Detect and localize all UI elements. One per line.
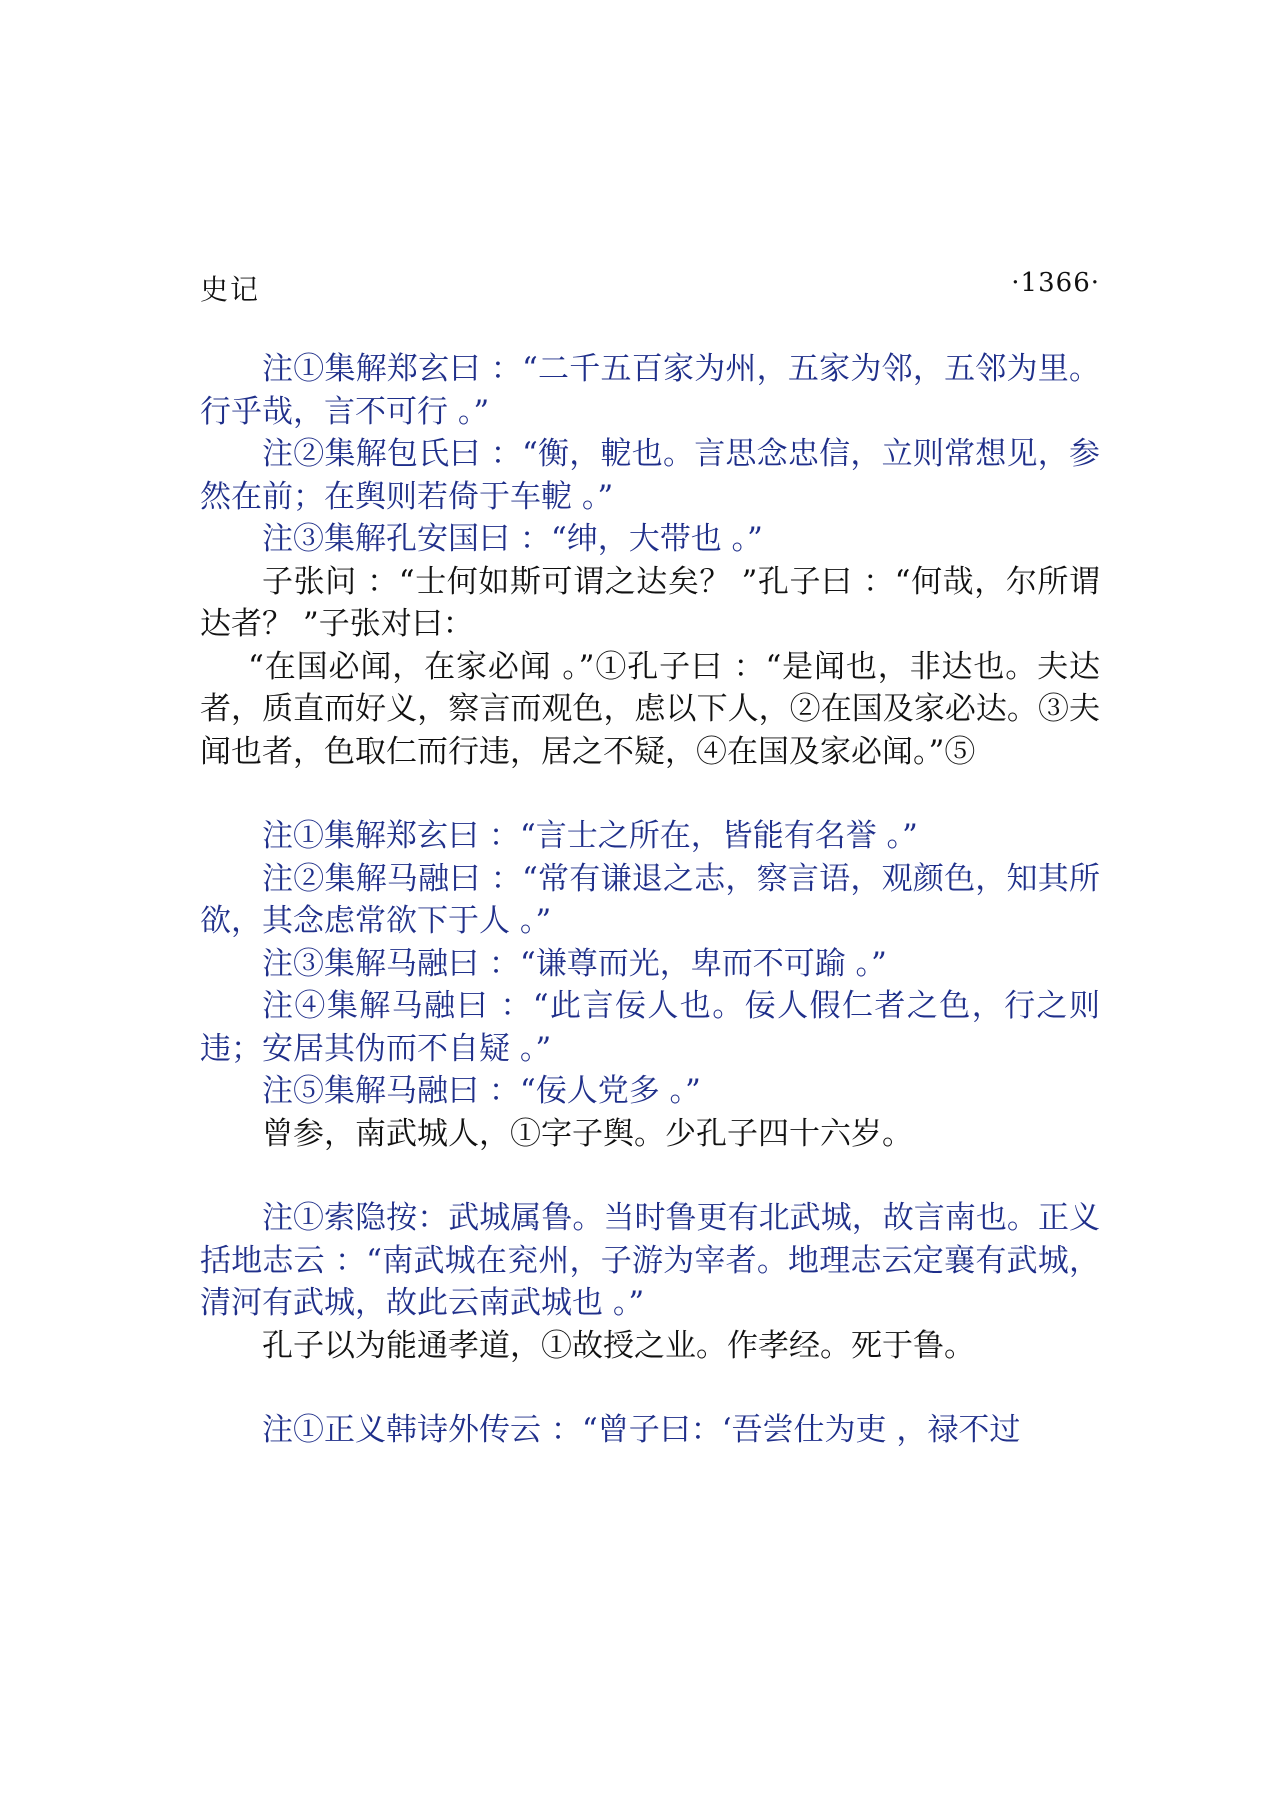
text-paragraph: 曾参，南武城人，①字子舆。少孔子四十六岁。 bbox=[262, 1115, 913, 1152]
paragraph-gap bbox=[200, 1155, 1100, 1197]
note-paragraph: 注②集解包氏曰 ：“衡，軶也。言思念忠信，立则常想见，参然在前；在舆则若倚于车軶 。” bbox=[200, 436, 1100, 515]
text-paragraph: “在国必闻，在家必闻 。”①孔子曰 ：“是闻也，非达也。夫达者，质直而好义，察言而观色，虑以下人，②在国及家必达。③夫闻也者，色取仁而行违，居之不疑，④在国及家必闻。”⑤ bbox=[200, 648, 1100, 770]
paragraph-gap bbox=[200, 773, 1100, 815]
document-page bbox=[200, 268, 1100, 1452]
paragraph-gap bbox=[200, 1367, 1100, 1409]
book-title: 史记 bbox=[200, 273, 261, 306]
note-paragraph: 注②集解马融曰 ：“常有谦退之志，察言语，观颜色，知其所欲，其念虑常欲下于人 。” bbox=[200, 860, 1100, 939]
note-paragraph: 注③集解马融曰 ：“谦尊而光，卑而不可踰 。” bbox=[262, 945, 887, 982]
text-paragraph: 子张问 ：“士何如斯可谓之达矣？ ”孔子曰 ：“何哉，尔所谓达者？ ”子张对曰： bbox=[200, 563, 1100, 642]
note-paragraph: 注④集解马融曰 ：“此言佞人也。佞人假仁者之色，行之则违；安居其伪而不自疑 。” bbox=[200, 988, 1100, 1067]
document-body bbox=[200, 348, 1100, 1452]
note-paragraph: 注①索隐按：武城属鲁。当时鲁更有北武城，故言南也。正义括地志云 ：“南武城在兖州，子游为宰者。地理志云定襄有武城，清河有武城，故此云南武城也 。” bbox=[200, 1200, 1100, 1321]
page-number: ·1366· bbox=[1011, 268, 1100, 298]
page-header bbox=[200, 268, 1100, 308]
note-paragraph: 注①集解郑玄曰 ：“二千五百家为州，五家为邻，五邻为里。行乎哉，言不可行 。” bbox=[200, 351, 1100, 430]
text-paragraph: 孔子以为能通孝道，①故授之业。作孝经。死于鲁。 bbox=[262, 1327, 975, 1364]
note-paragraph: 注①集解郑玄曰 ：“言士之所在，皆能有名誉 。” bbox=[262, 818, 918, 854]
note-paragraph: 注①正义韩诗外传云 ：“曾子曰：‘吾尝仕为吏 ，禄不过 bbox=[262, 1412, 1021, 1448]
note-paragraph: 注③集解孔安国曰 ：“绅，大带也 。” bbox=[262, 521, 763, 557]
note-paragraph: 注⑤集解马融曰 ：“佞人党多 。” bbox=[262, 1073, 701, 1109]
